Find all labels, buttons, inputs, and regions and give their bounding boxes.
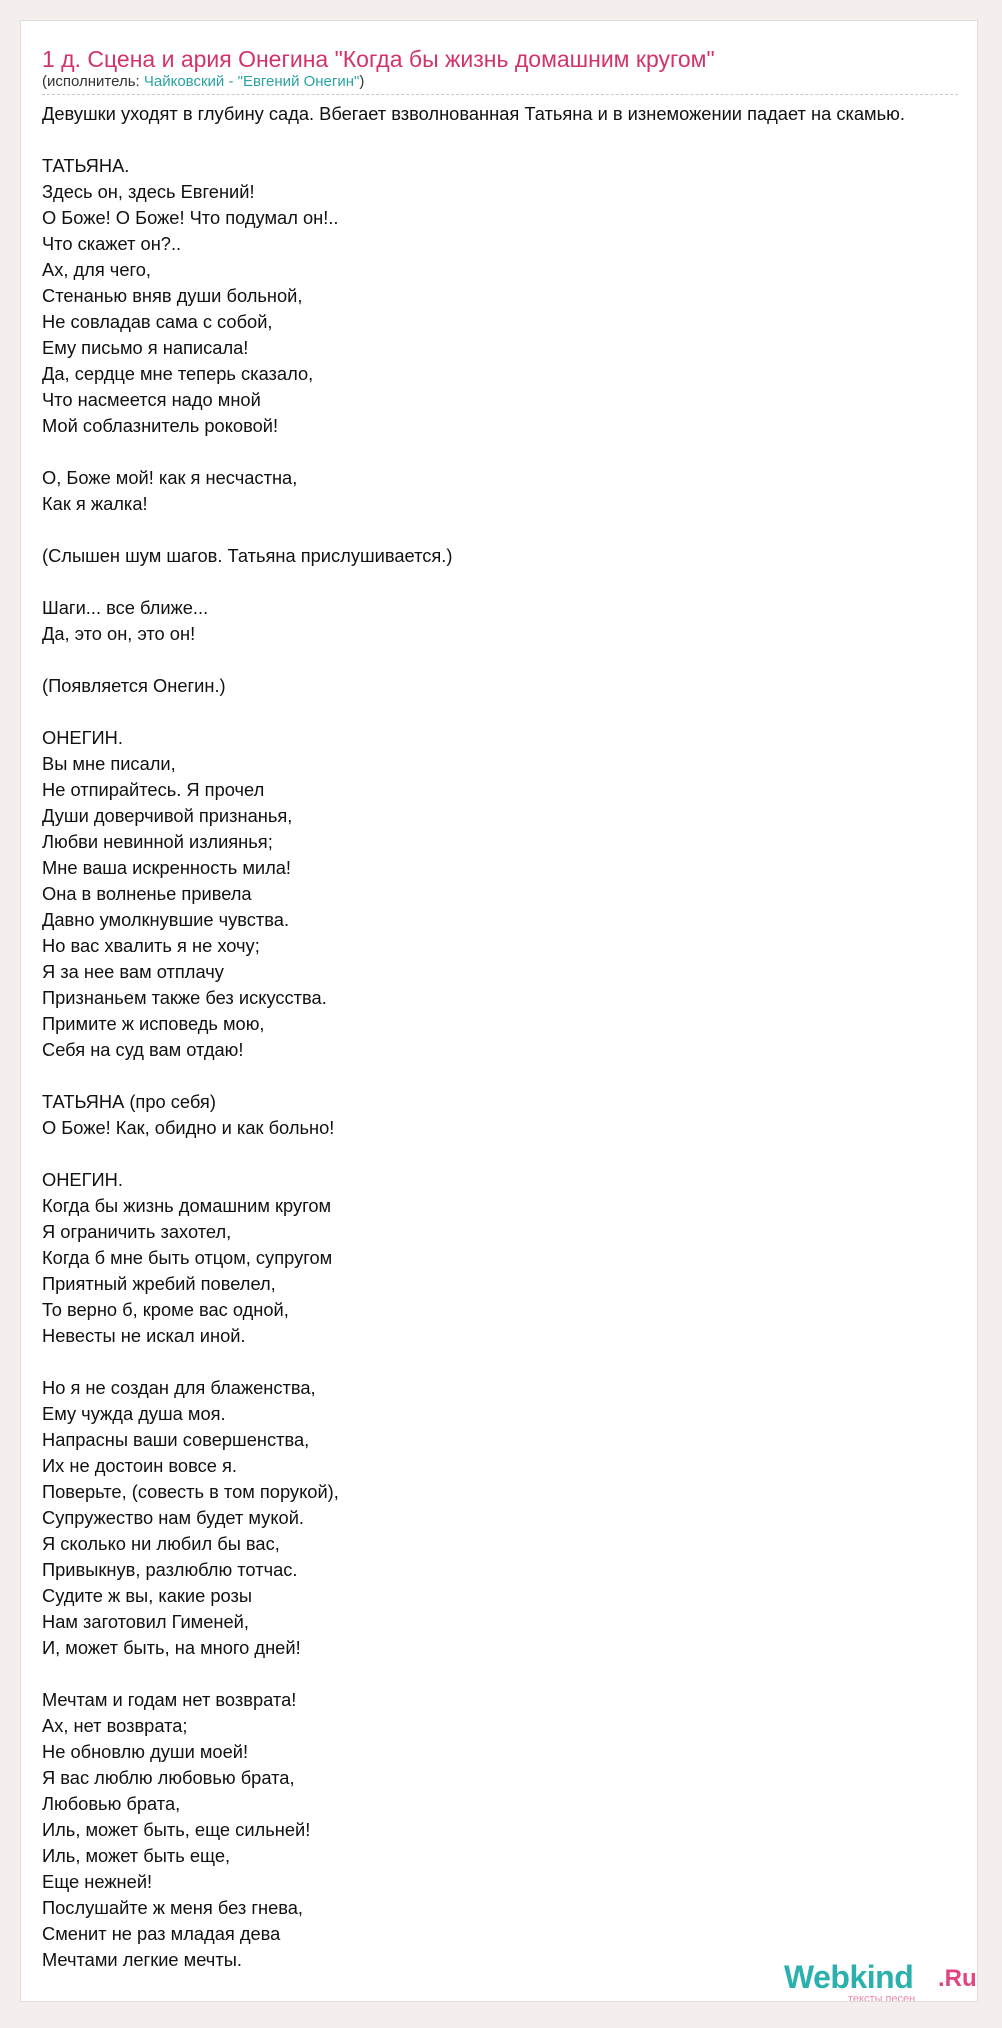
logo-domain-suffix: .Ru [938, 1965, 977, 1992]
title-divider [42, 94, 958, 95]
page-title: 1 д. Сцена и ария Онегина "Когда бы жизнь домашним кругом" [42, 46, 715, 72]
logo-word: Webkind [784, 1959, 914, 1995]
lyrics-text: Девушки уходят в глубину сада. Вбегает взволнованная Татьяна и в изнеможении падает на скамью. ТАТЬЯНА. Здесь он, здесь Евгений! О Боже! О Боже! Что подумал он!.. Что скажет он?.. Ах, для чего, Стенанью вняв души больной, Не совладав сама с собой, Ему письмо я написала! Да, сердце мне теперь сказало, Что насмеется надо мной Мой соблазнитель роковой! О, Боже мой! как я несчастна, Как я жалка! (Слышен шум шагов. Татьяна прислушивается.) Шаги... все ближе... Да, это он, это он! (Появляется Онегин.) ОНЕГИН. Вы мне писали, Не отпирайтесь. Я прочел Души доверчивой признанья, Любви невинной излиянья; Мне ваша искренность мила! Она в волненье привела Давно умолкнувшие чувства. Но вас хвалить я не хочу; Я за нее вам отплачу Признаньем также без искусства. Примите ж исповедь мою, Себя на суд вам отдаю! ТАТЬЯНА (про себя) О Боже! Как, обидно и как больно! ОНЕГИН. Когда бы жизнь домашним кругом Я ограничить захотел, Когда б мне быть отцом, супругом Приятный жребий повелел, То верно б, кроме вас одной, Невесты не искал иной. Но я не создан для блаженства, Ему чужда душа моя. Напрасны ваши совершенства, Их не достоин вовсе я. Поверьте, (совесть в том порукой), Супружество нам будет мукой. Я сколько ни любил бы вас, Привыкнув, разлюблю тотчас. Судите ж вы, какие розы Нам заготовил Гименей, И, может быть, на много дней! Мечтам и годам нет возврата! Ах, нет возврата; Не обновлю души моей! Я вас люблю любовью брата, Любовью брата, Иль, может быть, еще сильней! Иль, может быть еще, Еще нежней! Послушайте ж меня без гнева, Сменит не раз младая дева Мечтами легкие мечты. [42, 103, 905, 1970]
performer-link[interactable]: Чайковский - "Евгений Онегин" [143, 73, 360, 90]
performer-prefix: (исполнитель: [42, 73, 144, 90]
lyrics-card [20, 20, 978, 2002]
logo-tagline: тексты песен [848, 1993, 916, 2002]
webkind-logo[interactable] [784, 1959, 978, 2002]
performer-line [42, 73, 364, 90]
performer-suffix: ) [359, 73, 365, 90]
